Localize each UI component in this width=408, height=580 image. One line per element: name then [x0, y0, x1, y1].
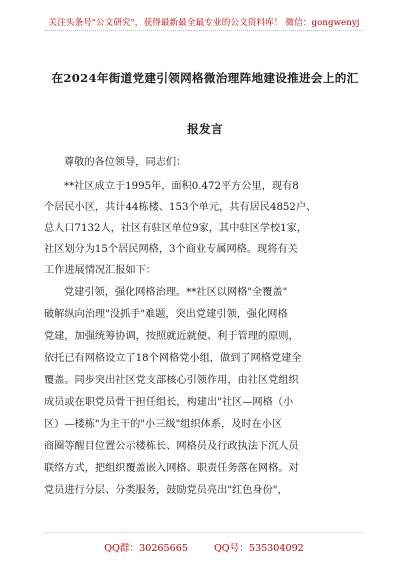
paragraph-line: 总人口7132人，社区有驻区单位9家，其中驻区学校1家， — [44, 223, 308, 234]
top-banner: 关注头条号"公文研究"，获得最新最全最专业的公文资料库！ 微信：gongwenyj — [48, 18, 360, 28]
document-title-line-2: 报发言 — [187, 122, 223, 136]
qq-number: QQ号：535304092 — [213, 543, 304, 554]
paragraph-line: 依托已有网格设立了18个网格党小组，做到了网格党建全 — [44, 353, 302, 364]
paragraph-line: 党建，加强统筹协调，按照就近就便、利于管理的原则， — [44, 331, 299, 342]
paragraph-line: 工作进展情况汇报如下： — [44, 265, 157, 276]
banner-divider — [44, 30, 364, 31]
footer-contacts — [0, 540, 408, 554]
paragraph-line: 商圈等醒目位置公示楼栋长、网格员及行政执法下沉人员 — [44, 441, 299, 452]
paragraph-line: 联络方式，把组织覆盖嵌入网格、职责任务落在网格。对 — [44, 463, 299, 474]
document-title-line-1: 在2024年街道党建引领网格微治理阵地建设推进会上的汇 — [51, 71, 359, 85]
paragraph-line: 覆盖。同步突出社区党支部核心引领作用，由社区党组织 — [44, 375, 299, 386]
paragraph-line: **社区成立于1995年，面积0.472平方公里，现有8 — [64, 181, 299, 192]
greeting-text: 尊敬的各位领导，同志们： — [64, 157, 187, 168]
paragraph-line: 党员进行分层、分类服务，鼓励党员亮出"红色身份"， — [44, 485, 288, 496]
paragraph-line: 社区划分为15个居民网格，3个商业专属网格。现将有关 — [44, 244, 298, 255]
footer-divider — [44, 532, 364, 533]
paragraph-line: 破解纵向治理"没抓手"难题，突出党建引领，强化网格 — [44, 309, 288, 320]
qq-group: QQ群：30265665 — [104, 543, 188, 554]
paragraph-line: 成员或在职党员骨干担任组长，构建出"社区—网格（小 — [44, 397, 294, 408]
paragraph-line: 个居民小区，共计44栋楼、153个单元，共有居民4852户、 — [44, 202, 317, 213]
paragraph-line: 党建引领，强化网格治理。**社区以网格"全覆盖" — [64, 287, 288, 298]
paragraph-line: 区）—楼栋"为主干的"小三级"组织体系，及时在小区 — [44, 419, 283, 430]
